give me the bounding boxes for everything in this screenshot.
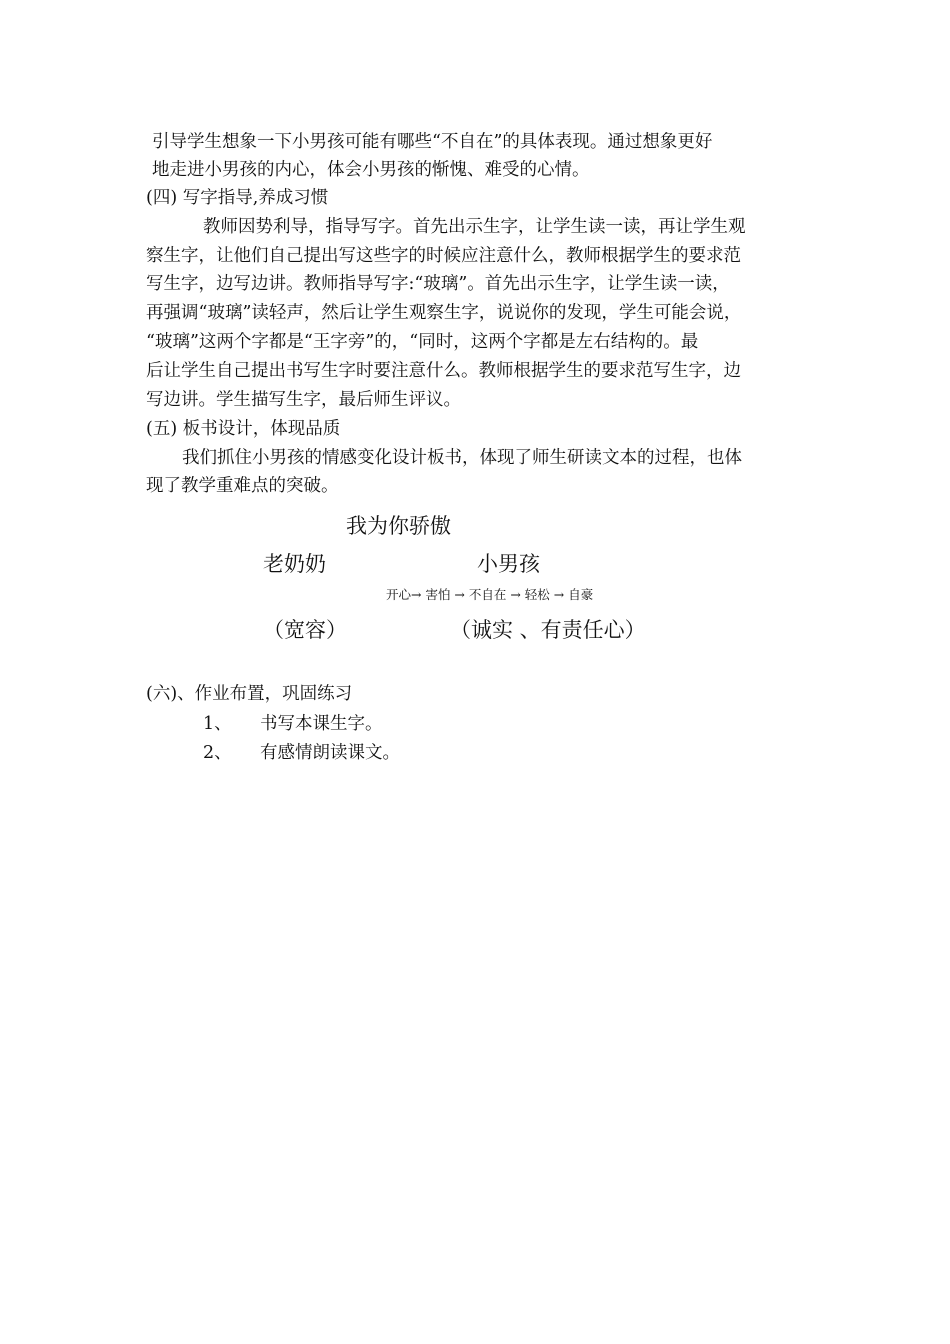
section-5-heading: (五) 板书设计，体现品质 xyxy=(146,419,341,439)
section-6-heading: (六)、作业布置，巩固练习 xyxy=(146,684,353,704)
board-left-name: 老奶奶 xyxy=(263,552,326,576)
paragraph-2-line-5: “玻璃”这两个字都是“王字旁”的，“同时，这两个字都是左右结构的。最 xyxy=(146,332,699,352)
paragraph-2-line-4: 再强调“玻璃”读轻声，然后让学生观察生字，说说你的发现，学生可能会说， xyxy=(146,303,742,323)
board-right-name: 小男孩 xyxy=(477,552,540,576)
paragraph-2-line-3: 写生字，边写边讲。教师指导写字:“玻璃”。首先出示生字，让学生读一读， xyxy=(146,274,730,294)
homework-1-number: 1、 xyxy=(203,714,232,734)
paragraph-2-line-7: 写边讲。学生描写生字，最后师生评议。 xyxy=(146,390,461,410)
board-title: 我为你骄傲 xyxy=(346,514,451,538)
paragraph-1-line-1: 引导学生想象一下小男孩可能有哪些“不自在”的具体表现。通过想象更好 xyxy=(152,132,713,152)
board-left-quality: （宽容） xyxy=(263,618,347,642)
board-right-quality: （诚实 、有责任心） xyxy=(450,618,646,642)
paragraph-3-line-2: 现了教学重难点的突破。 xyxy=(146,476,339,496)
paragraph-2-line-1: 教师因势利导，指导写字。首先出示生字，让学生读一读，再让学生观 xyxy=(203,217,746,237)
board-emotion-flow: 开心→ 害怕 → 不自在 → 轻松 → 自豪 xyxy=(386,587,594,602)
homework-2-number: 2、 xyxy=(203,743,232,763)
paragraph-2-line-2: 察生字，让他们自己提出写这些字的时候应注意什么，教师根据学生的要求范 xyxy=(146,246,741,266)
paragraph-2-line-6: 后让学生自己提出书写生字时要注意什么。教师根据学生的要求范写生字，边 xyxy=(146,361,741,381)
homework-2-text: 有感情朗读课文。 xyxy=(260,743,400,763)
homework-1-text: 书写本课生字。 xyxy=(260,714,383,734)
paragraph-1-line-2: 地走进小男孩的内心，体会小男孩的惭愧、难受的心情。 xyxy=(152,160,590,180)
paragraph-3-line-1: 我们抓住小男孩的情感变化设计板书，体现了师生研读文本的过程，也体 xyxy=(182,448,742,468)
section-4-heading: (四) 写字指导,养成习惯 xyxy=(146,188,329,208)
